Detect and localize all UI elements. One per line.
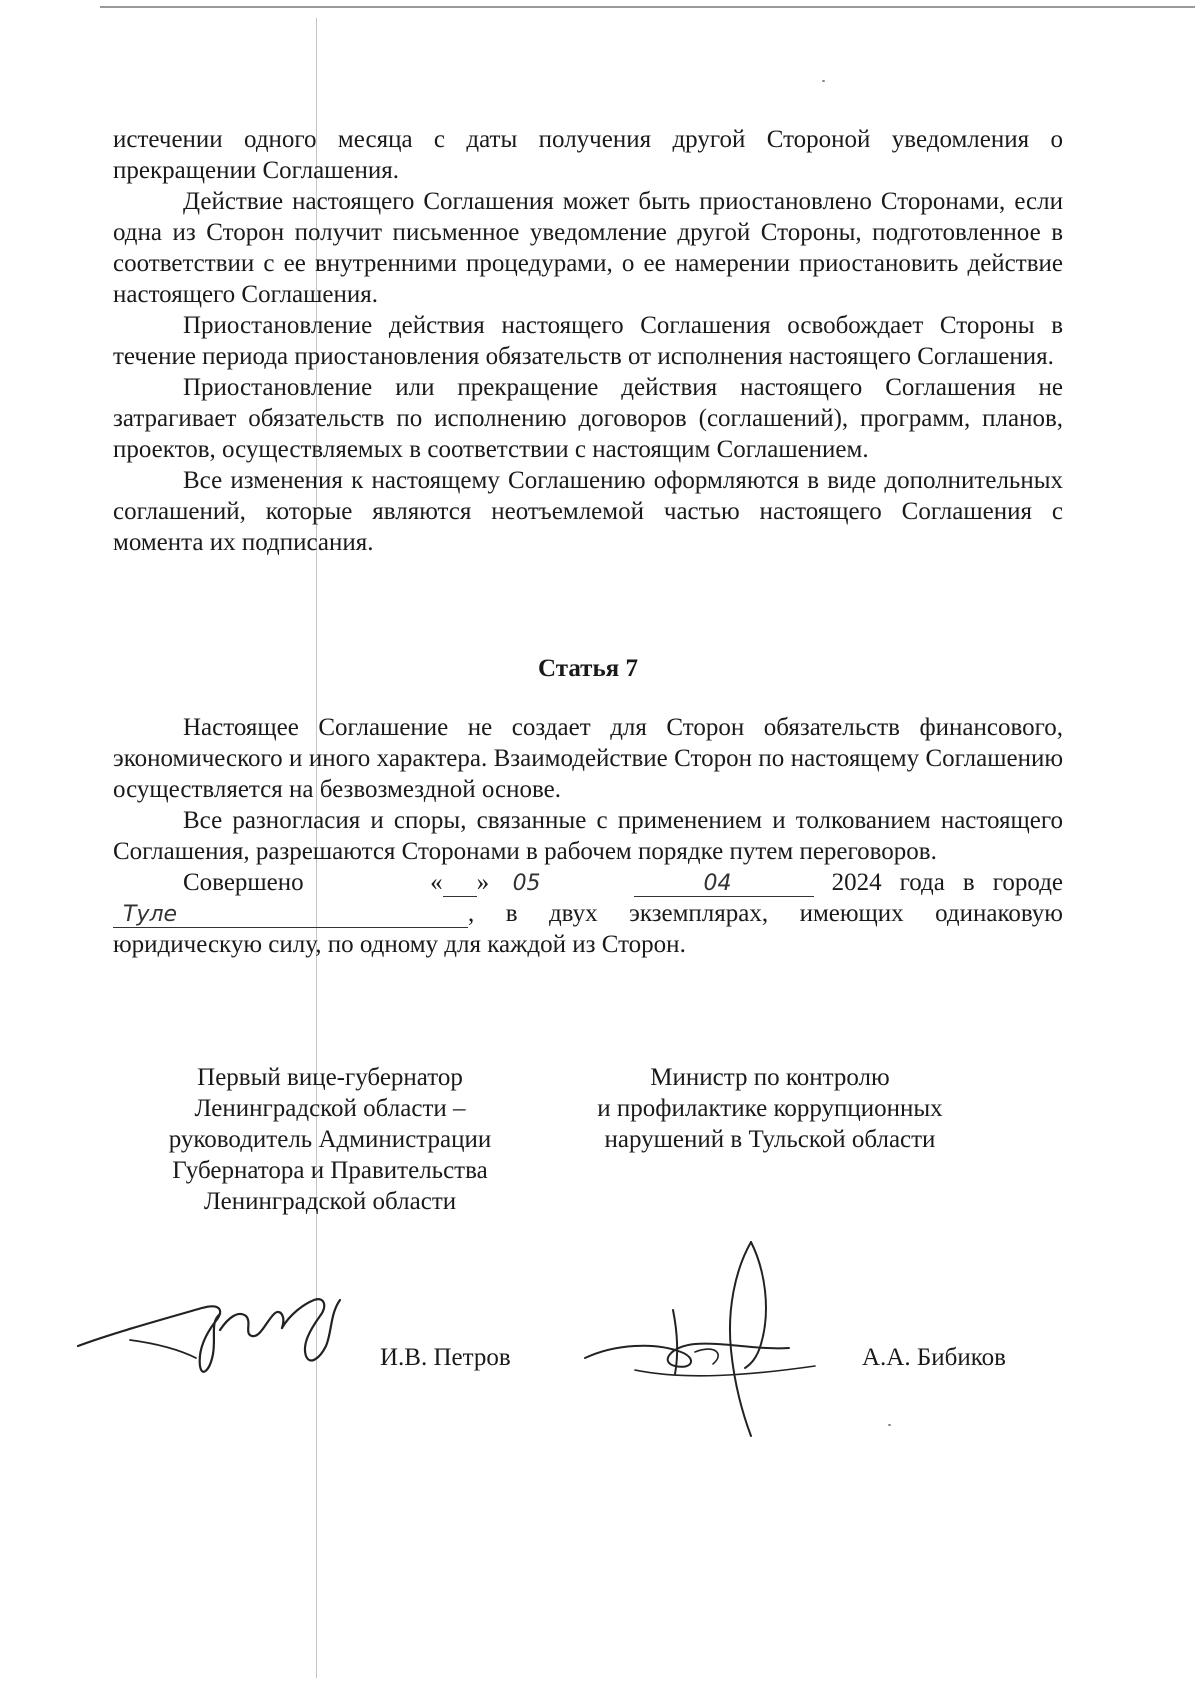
handwritten-city: Туле [113, 903, 468, 928]
paragraph-disputes: Все разногласия и споры, связанные с применением и толкованием настоящего Соглашения, разрешаются Сторонами в рабочем порядке путем переговоров. [113, 807, 1063, 865]
body-text-top [113, 124, 1063, 558]
left-signatory-name: И.В. Петров [380, 1344, 511, 1371]
left-title-line: руководитель Администрации [168, 1126, 492, 1153]
body-text-article [113, 712, 1063, 960]
handwritten-day: 05 [443, 872, 477, 897]
completion-year-text: 2024 года в городе [831, 869, 1064, 896]
right-title-line: Министр по контролю [650, 1064, 890, 1091]
scan-speck [822, 80, 825, 82]
right-title-line: и профилактике коррупционных [597, 1095, 943, 1122]
left-signatory-title [110, 1062, 550, 1217]
scan-speck [888, 1424, 891, 1426]
day-close-quote: » [476, 869, 490, 896]
article-heading: Статья 7 [538, 655, 638, 682]
scan-top-edge [100, 6, 1195, 8]
left-signature-icon [70, 1270, 370, 1390]
paragraph-suspension: Действие настоящего Соглашения может быть приостановлено Сторонами, если одна из Сторон получит письменное уведомление другой Стороны, подготовленное в соответствии с ее внутренними процедурами, о ее намерении приостановить действие настоящего Соглашения. [113, 188, 1063, 308]
handwritten-month: 04 [634, 872, 814, 897]
paragraph-obligations: Приостановление или прекращение действия настоящего Соглашения не затрагивает обязательств по исполнению договоров (соглашений), программ, планов, проектов, осуществляемых в соответствии с настоящим Соглашением. [113, 374, 1063, 463]
paragraph-continuation: истечении одного месяца с даты получения другой Стороной уведомления о прекращении Соглашения. [113, 126, 1063, 184]
right-signature-icon [575, 1240, 845, 1440]
left-title-line: Ленинградской области – [194, 1095, 466, 1122]
right-signatory-name: А.А. Бибиков [862, 1344, 1006, 1371]
paragraph-amendments: Все изменения к настоящему Соглашению оформляются в виде дополнительных соглашений, которые являются неотъемлемой частью настоящего Соглашения с момента их подписания. [113, 467, 1063, 556]
left-title-line: Ленинградской области [203, 1188, 457, 1215]
right-title-line: нарушений в Тульской области [604, 1126, 936, 1153]
left-title-line: Губернатора и Правительства [172, 1157, 488, 1184]
paragraph-completion-rest [113, 898, 1063, 960]
completion-word: Совершено [183, 869, 304, 896]
paragraph-suspension-effect: Приостановление действия настоящего Соглашения освобождает Стороны в течение периода приостановления обязательств от исполнения настоящего Соглашения. [113, 312, 1063, 370]
paragraph-no-financial: Настоящее Соглашение не создает для Сторон обязательств финансового, экономического и иного характера. Взаимодействие Сторон по настоящему Соглашению осуществляется на безвозмездной основе. [113, 714, 1063, 803]
paragraph-completion-line1 [113, 867, 1063, 898]
left-title-line: Первый вице-губернатор [197, 1064, 463, 1091]
day-open-quote: « [430, 869, 443, 896]
right-signatory-title [560, 1062, 980, 1155]
completion-after-city: , в двух экземплярах, имеющих одинаковую юридическую силу, по одному для каждой из Сторон. [113, 900, 1063, 958]
